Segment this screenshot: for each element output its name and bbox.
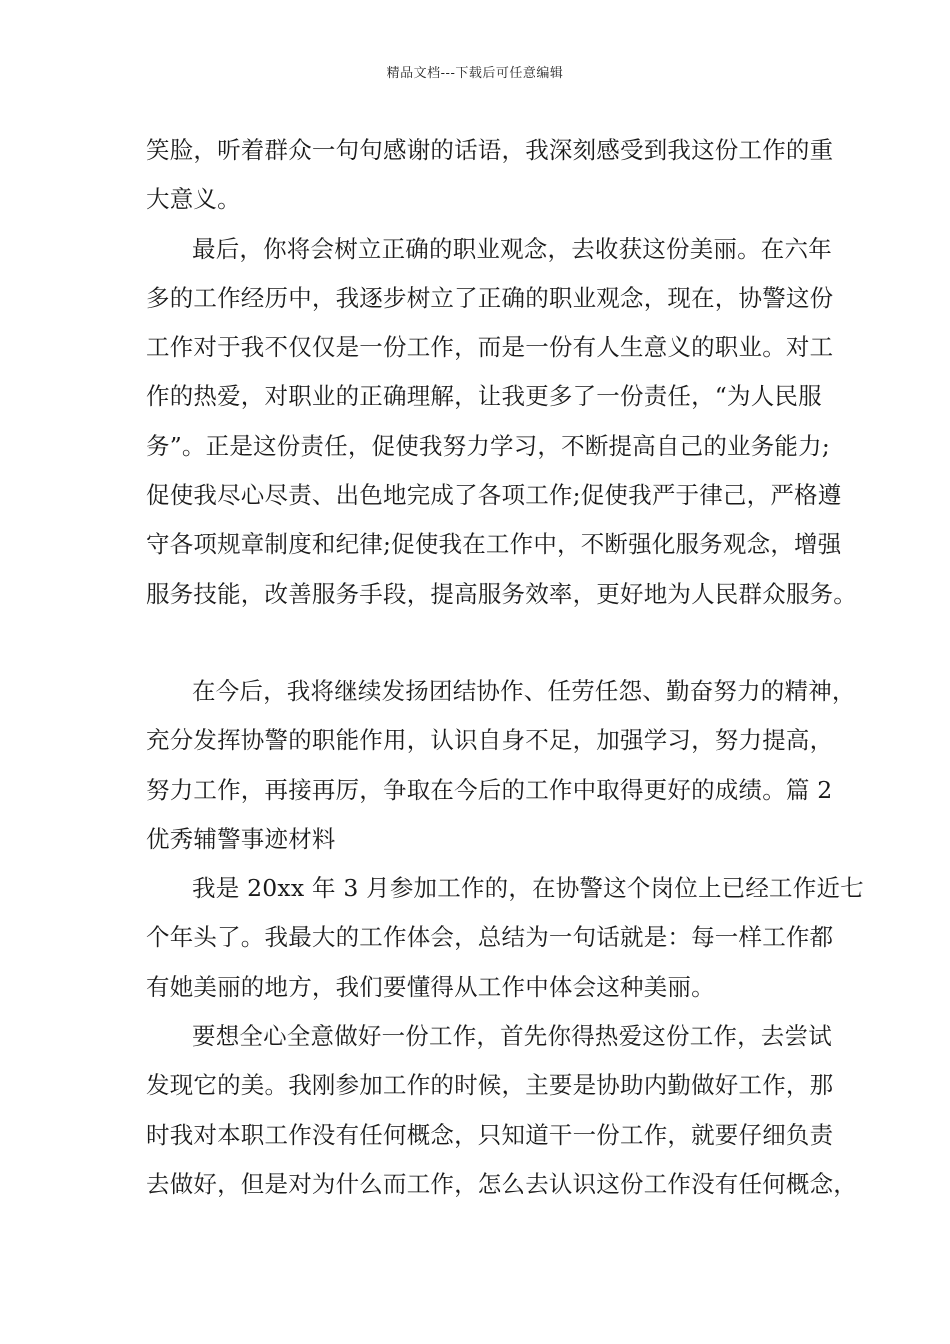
text-line: 有她美丽的地方，我们要懂得从工作中体会这种美丽。 — [146, 972, 715, 1001]
text-line: 在今后，我将继续发扬团结协作、任劳任怨、勤奋努力的精神， — [192, 676, 856, 705]
text-line: 大意义。 — [146, 185, 241, 214]
text-line: 充分发挥协警的职能作用，认识自身不足，加强学习，努力提高， — [146, 726, 834, 755]
page-header: 精品文档---下载后可任意编辑 — [386, 66, 564, 81]
text-line: 要想全心全意做好一份工作，首先你得热爱这份工作，去尝试 — [192, 1022, 832, 1051]
document-body — [146, 126, 864, 1209]
section-title: 优秀辅警事迹材料 — [146, 824, 336, 853]
text-line: 发现它的美。我刚参加工作的时候，主要是协助内勤做好工作，那 — [146, 1071, 834, 1100]
paragraph-gap — [146, 619, 836, 667]
text-line: 最后，你将会树立正确的职业观念，去收获这份美丽。在六年 — [192, 234, 832, 263]
text-line: 作的热爱，对职业的正确理解，让我更多了一份责任，“为人民服 — [146, 382, 822, 411]
text-line: 我是 20xx 年 3 月参加工作的，在协警这个岗位上已经工作近七 — [192, 874, 864, 903]
text-line: 守各项规章制度和纪律;促使我在工作中，不断强化服务观念，增强 — [146, 530, 842, 559]
text-line: 时我对本职工作没有任何概念，只知道干一份工作，就要仔细负责 — [146, 1120, 834, 1149]
text-line: 多的工作经历中，我逐步树立了正确的职业观念，现在，协警这份 — [146, 283, 834, 312]
text-line: 努力工作，再接再厉，争取在今后的工作中取得更好的成绩。篇 2 — [146, 775, 833, 804]
text-line: 去做好，但是对为什么而工作，怎么去认识这份工作没有任何概念， — [146, 1169, 857, 1198]
text-line: 服务技能，改善服务手段，提高服务效率，更好地为人民群众服务。 — [146, 579, 857, 608]
text-line: 个年头了。我最大的工作体会，总结为一句话就是：每一样工作都 — [146, 923, 834, 952]
text-line: 务”。正是这份责任，促使我努力学习，不断提高自己的业务能力; — [146, 431, 830, 460]
text-line: 促使我尽心尽责、出色地完成了各项工作;促使我严于律己，严格遵 — [146, 481, 842, 510]
text-line: 笑脸，听着群众一句句感谢的话语，我深刻感受到我这份工作的重 — [146, 136, 834, 164]
text-line: 工作对于我不仅仅是一份工作，而是一份有人生意义的职业。对工 — [146, 333, 834, 362]
